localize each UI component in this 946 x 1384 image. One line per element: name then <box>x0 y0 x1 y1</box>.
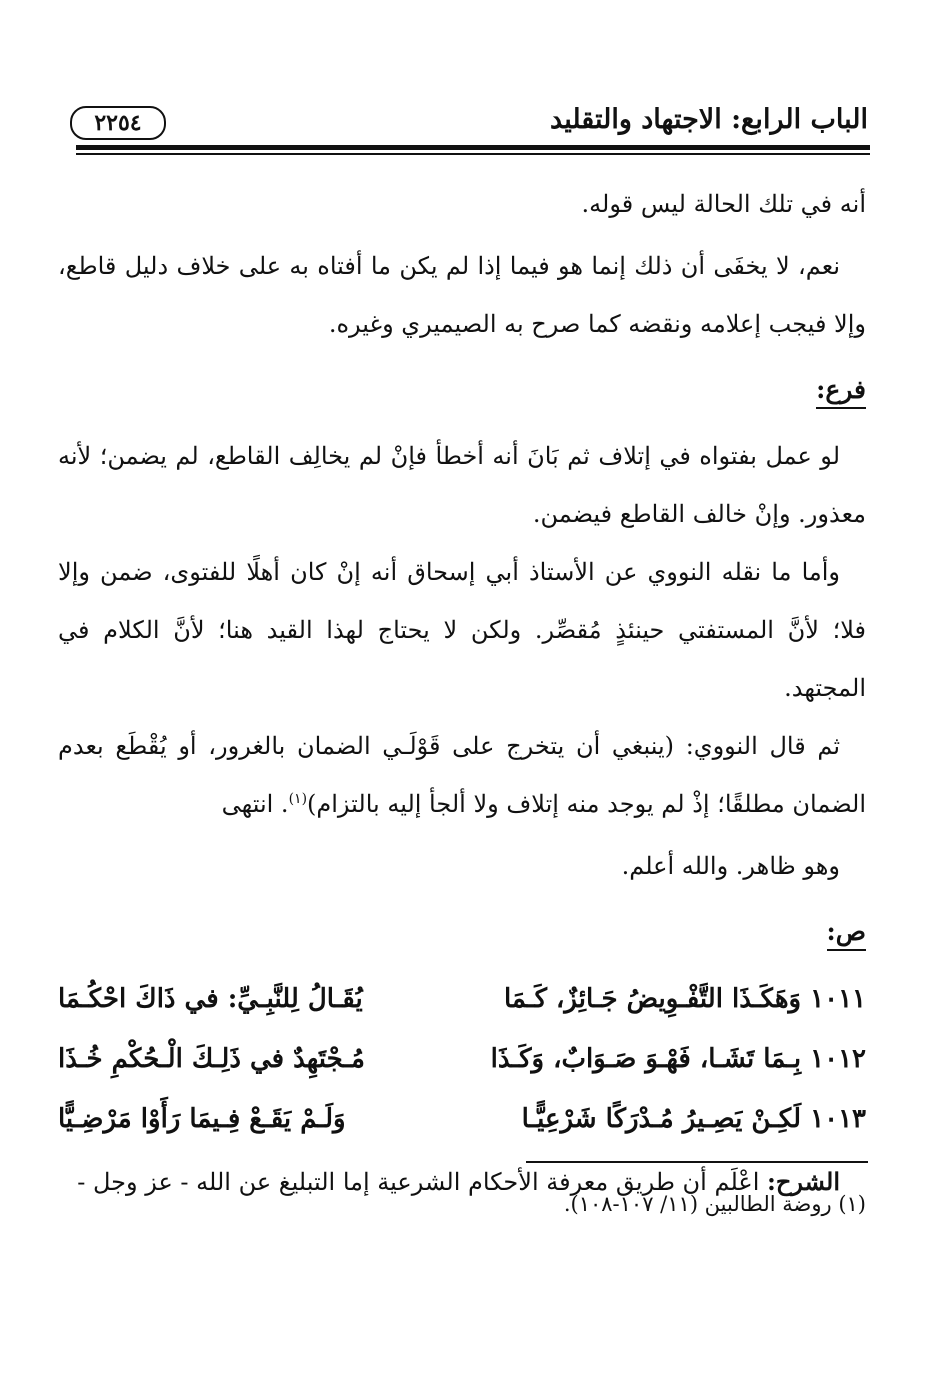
paragraph-3: لو عمل بفتواه في إتلاف ثم بَانَ أنه أخطأ فإنْ لم يخالِف القاطع، لم يضمن؛ لأنه معذور. وإنْ خالف القاطع فيضمن. <box>58 442 866 528</box>
verse-row <box>58 1029 866 1089</box>
paragraph-1: أنه في تلك الحالة ليس قوله. <box>581 190 866 218</box>
paragraph-5 <box>58 717 866 833</box>
verse-second-hemistich: مُـجْتَهِدٌ في ذَلِـكَ الْـحُكْمِ خُـذَا <box>58 1044 365 1074</box>
sharh-label: الشرح: <box>767 1167 840 1196</box>
footnote-separator <box>526 1161 868 1163</box>
header-rule-thick <box>76 145 870 150</box>
paragraph-5-end: . انتهى <box>221 790 289 818</box>
sharh-text: اعْلَم أن طريق معرفة الأحكام الشرعية إما التبليغ عن الله - عز وجل - <box>77 1168 768 1196</box>
header-rule-thin <box>76 153 870 155</box>
chapter-title: الباب الرابع: الاجتهاد والتقليد <box>550 104 868 135</box>
verse-first-hemistich: ١٠١١ وَهَكَـذَا التَّفْـوِيضُ جَـائِزٌ، كَـمَا <box>504 984 866 1014</box>
footnote: (١) روضة الطالبين (١١/ ١٠٧-١٠٨). <box>563 1192 866 1216</box>
footnote-reference: (١) <box>288 791 308 807</box>
verse-second-hemistich: يُقَـالُ لِلنَّبِـيِّ: في ذَاكَ احْكُـمَا <box>58 984 363 1014</box>
verse-second-hemistich: وَلَـمْ يَقَـعْ فِـيمَا رَأَوْا مَرْضِـيًّا <box>58 1104 346 1134</box>
verse-first-hemistich: ١٠١٢ بِـمَا تَشَـا، فَهْـوَ صَـوَابٌ، وَكَـذَا <box>490 1044 866 1074</box>
page-header <box>70 100 868 144</box>
paragraph-4: وأما ما نقله النووي عن الأستاذ أبي إسحاق أنه إنْ كان أهلًا للفتوى، ضمن وإلا فلا؛ لأنَّ المستفتي حينئذٍ مُقصِّر. ولكن لا يحتاج لهذا القيد هنا؛ لأنَّ الكلام في المجتهد. <box>58 558 866 702</box>
verse-row <box>58 1089 866 1149</box>
verse-row <box>58 969 866 1029</box>
paragraph-5-text: ثم قال النووي: (ينبغي أن يتخرج على قَوْلَـي الضمان بالغرور، أو يُقْطَع بعدم الضمان مطلقًا؛ إذْ لم يوجد منه إتلاف ولا ألجأ إليه بالتزام) <box>58 732 866 818</box>
page-body <box>58 175 866 1211</box>
verse-first-hemistich: ١٠١٣ لَكِـنْ يَصِـيرُ مُـدْرَكًا شَرْعِيًّـا <box>521 1104 866 1134</box>
section-heading-sad: ص: <box>827 915 866 951</box>
section-heading-far: فرع: <box>816 373 866 409</box>
paragraph-2: نعم، لا يخفَى أن ذلك إنما هو فيما إذا لم يكن ما أفتاه به على خلاف دليل قاطع، وإلا فيجب إعلامه ونقضه كما صرح به الصيميري وغيره. <box>58 252 866 338</box>
page-number: ٢٢٥٤ <box>70 106 166 140</box>
paragraph-6: وهو ظاهر. والله أعلم. <box>621 852 840 880</box>
